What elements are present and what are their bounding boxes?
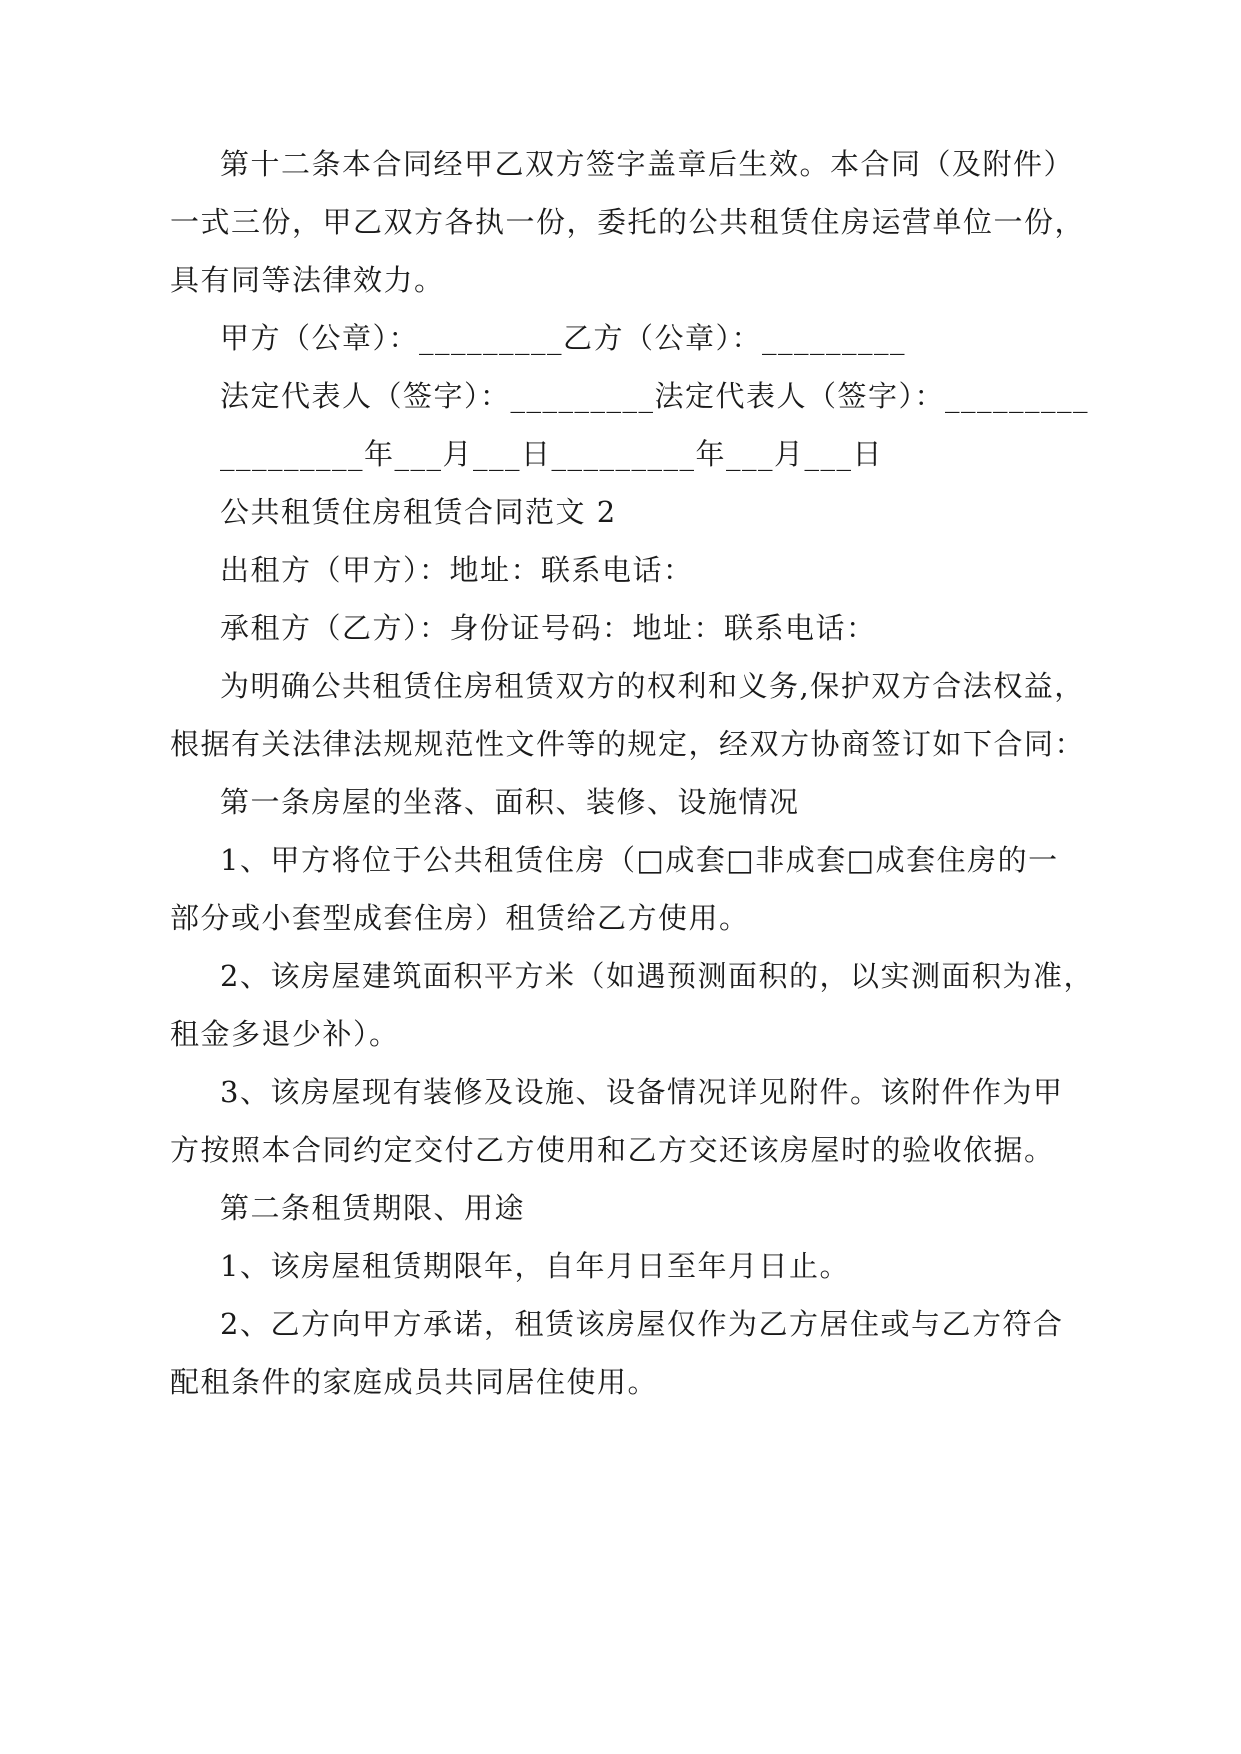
clause-12-line-1: 第十二条本合同经甲乙双方签字盖章后生效。本合同（及附件） [220,147,1075,181]
article-2-item-2-line-2: 配租条件的家庭成员共同居住使用。 [170,1365,659,1399]
article-1-item-1-line-2: 部分或小套型成套住房）租赁给乙方使用。 [170,901,750,935]
article-2-heading: 第二条租赁期限、用途 [220,1191,526,1225]
signing-date-line: _________年___月___日_________年___月___日 [220,437,884,471]
seal-signature-line: 甲方（公章）：_________乙方（公章）：_________ [220,321,907,355]
article-1-item-2-line-2: 租金多退少补）。 [170,1017,400,1051]
lessor-info-line: 出租方（甲方）：地址：联系电话： [220,553,694,587]
clause-12-line-3: 具有同等法律效力。 [170,263,445,297]
legal-representative-signature-line: 法定代表人（签字）：_________法定代表人（签字）：_________ [220,379,1090,413]
article-1-item-3-line-1: 3、该房屋现有装修及设施、设备情况详见附件。该附件作为甲 [220,1075,1064,1109]
article-1-heading: 第一条房屋的坐落、面积、装修、设施情况 [220,785,800,819]
clause-12-line-2: 一式三份，甲乙双方各执一份，委托的公共租赁住房运营单位一份， [170,205,1086,239]
preamble-line-1: 为明确公共租赁住房租赁双方的权利和义务,保护双方合法权益， [220,669,1085,703]
template-2-title: 公共租赁住房租赁合同范文 2 [220,495,617,529]
article-1-item-2-line-1: 2、该房屋建筑面积平方米（如遇预测面积的，以实测面积为准， [220,959,1094,993]
lessee-info-line: 承租方（乙方）：身份证号码：地址：联系电话： [220,611,877,645]
preamble-line-2: 根据有关法律法规规范性文件等的规定，经双方协商签订如下合同： [170,727,1086,761]
article-2-item-2-line-1: 2、乙方向甲方承诺，租赁该房屋仅作为乙方居住或与乙方符合 [220,1307,1064,1341]
article-1-item-3-line-2: 方按照本合同约定交付乙方使用和乙方交还该房屋时的验收依据。 [170,1133,1055,1167]
article-1-item-1-line-1: 1、甲方将位于公共租赁住房（□成套□非成套□成套住房的一 [220,843,1059,877]
article-2-item-1: 1、该房屋租赁期限年，自年月日至年月日止。 [220,1249,850,1283]
